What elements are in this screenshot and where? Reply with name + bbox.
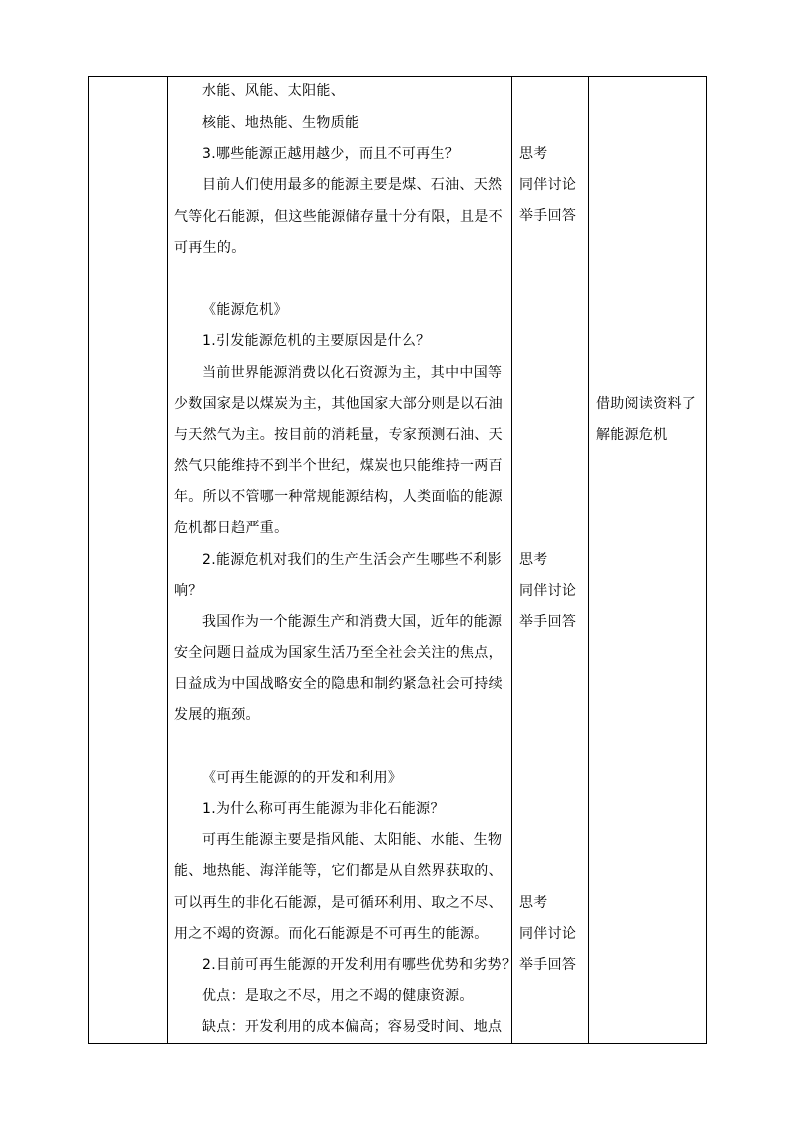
- activity-label: 同伴讨论: [519, 926, 577, 942]
- text-line: 然气只能维持不到半个世纪，煤炭也只能维持一两百: [174, 458, 503, 474]
- activity-label: 同伴讨论: [519, 583, 577, 599]
- question-line: 2.能源危机对我们的生产生活会产生哪些不利影: [202, 552, 502, 568]
- design-note: 借助阅读资料了: [596, 396, 697, 412]
- question-line: 1.引发能源危机的主要原因是什么？: [202, 333, 431, 349]
- text-line: 与天然气为主。按目前的消耗量，专家预测石油、天: [174, 427, 503, 443]
- activity-label: 举手回答: [519, 614, 577, 630]
- text-line: 危机都日趋严重。: [174, 520, 289, 536]
- text-line: 年。所以不管哪一种常规能源结构，人类面临的能源: [174, 489, 503, 505]
- text-line: 目前人们使用最多的能源主要是煤、石油、天然: [202, 177, 503, 193]
- question-line: 3.哪些能源正越用越少，而且不可再生？: [202, 146, 460, 162]
- text-line: 能、地热能、海洋能等，它们都是从自然界获取的、: [174, 863, 503, 879]
- question-line: 2.目前可再生能源的开发利用有哪些优势和劣势？: [202, 957, 517, 973]
- column-divider: [588, 76, 589, 1044]
- text-line: 气等化石能源，但这些能源储存量十分有限，且是不: [174, 209, 503, 225]
- section-heading: 《能源危机》: [202, 302, 288, 318]
- question-line: 响？: [174, 583, 203, 599]
- text-line: 可再生的。: [174, 240, 246, 256]
- text-line: 少数国家是以煤炭为主，其他国家大部分则是以石油: [174, 396, 503, 412]
- text-line: 缺点：开发利用的成本偏高；容易受时间、地点: [202, 1019, 503, 1035]
- section-heading: 《可再生能源的的开发和利用》: [202, 770, 403, 786]
- text-line: 用之不竭的资源。而化石能源是不可再生的能源。: [174, 926, 489, 942]
- activity-label: 举手回答: [519, 957, 577, 973]
- text-line: 可再生能源主要是指风能、太阳能、水能、生物: [202, 832, 503, 848]
- text-line: 日益成为中国战略安全的隐患和制约紧急社会可持续: [174, 676, 503, 692]
- activity-label: 思考: [519, 895, 548, 911]
- text-line: 发展的瓶颈。: [174, 707, 260, 723]
- activity-label: 同伴讨论: [519, 177, 577, 193]
- text-line: 当前世界能源消费以化石资源为主，其中中国等: [202, 365, 503, 381]
- activity-label: 思考: [519, 146, 548, 162]
- text-line: 优点：是取之不尽，用之不竭的健康资源。: [202, 988, 474, 1004]
- text-line: 核能、地热能、生物质能: [202, 115, 360, 131]
- text-line: 可以再生的非化石能源，是可循环利用、取之不尽、: [174, 895, 503, 911]
- column-divider: [167, 76, 168, 1044]
- question-line: 1.为什么称可再生能源为非化石能源？: [202, 801, 445, 817]
- design-note: 解能源危机: [596, 427, 668, 443]
- text-line: 水能、风能、太阳能、: [202, 83, 345, 99]
- text-line: 我国作为一个能源生产和消费大国，近年的能源: [202, 614, 503, 630]
- activity-label: 举手回答: [519, 208, 577, 224]
- text-line: 安全问题日益成为国家生活乃至全社会关注的焦点，: [174, 645, 503, 661]
- column-divider: [511, 76, 512, 1044]
- activity-label: 思考: [519, 552, 548, 568]
